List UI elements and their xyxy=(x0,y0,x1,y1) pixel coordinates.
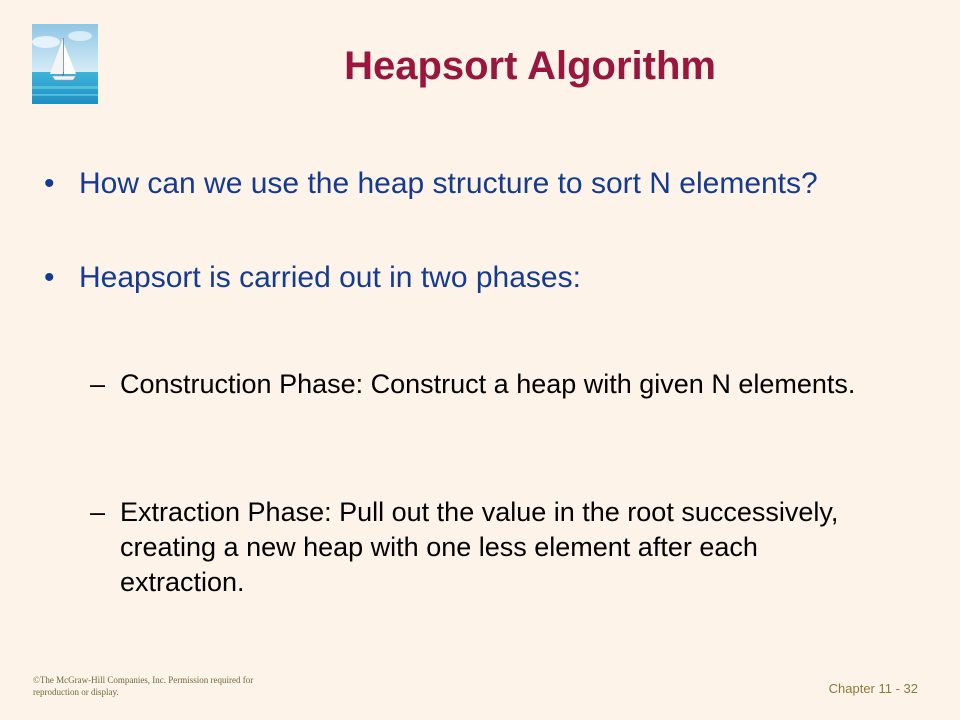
bullet-item xyxy=(44,258,864,298)
sub-bullet-text: Construction Phase: Construct a heap with given N elements. xyxy=(120,369,856,399)
sub-bullet-item xyxy=(90,367,870,402)
bullet-marker: • xyxy=(44,167,55,200)
sub-bullet-marker: – xyxy=(90,497,106,527)
sailboat-photo-icon xyxy=(32,24,98,104)
sub-bullet-text: Extraction Phase: Pull out the value in the root successively, creating a new heap with one less element after each extraction. xyxy=(120,497,839,597)
sub-bullet-item xyxy=(90,495,870,600)
bullet-text: Heapsort is carried out in two phases: xyxy=(79,261,581,294)
page-number: Chapter 11 - 32 xyxy=(828,681,918,696)
bullet-item xyxy=(44,164,864,204)
slide-title: Heapsort Algorithm xyxy=(344,44,716,88)
bullet-text: How can we use the heap structure to sort N elements? xyxy=(79,167,818,200)
sub-bullet-marker: – xyxy=(90,369,106,399)
copyright-notice: ©The McGraw-Hill Companies, Inc. Permission required for reproduction or display. xyxy=(33,675,254,697)
bullet-marker: • xyxy=(44,261,55,294)
